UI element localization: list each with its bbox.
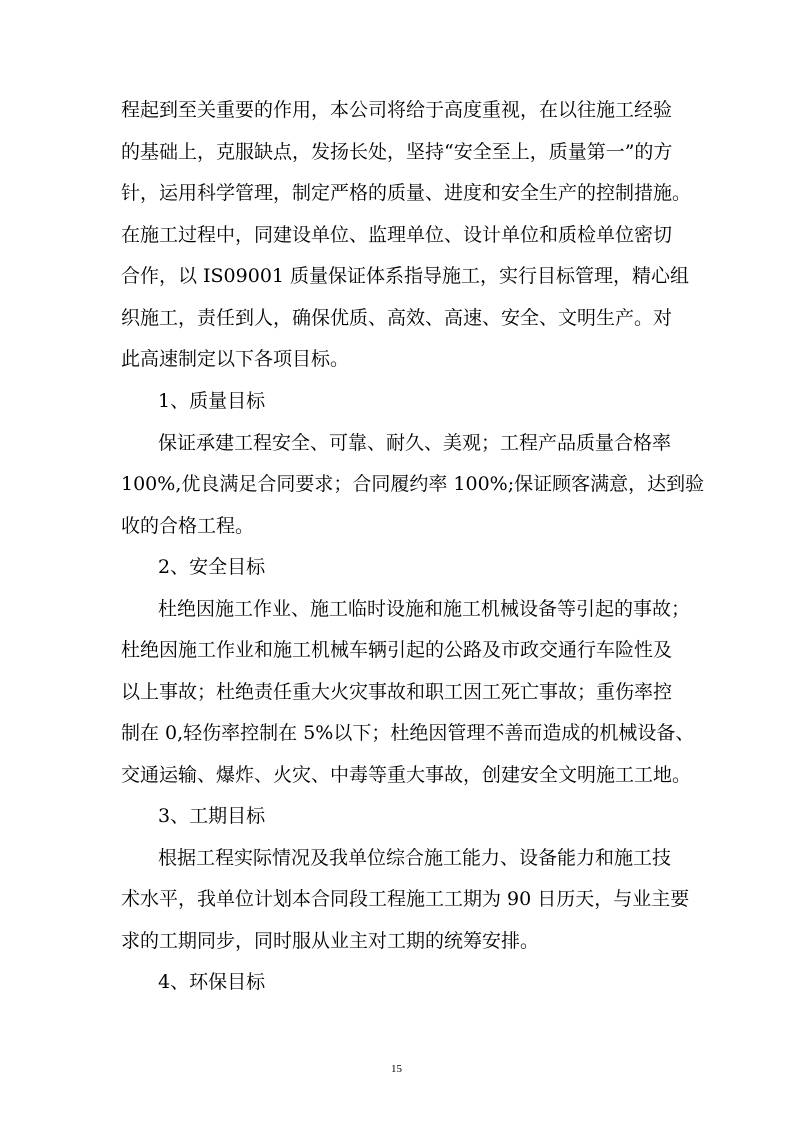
text-line: 求的工期同步，同时服从业主对工期的统筹安排。 (121, 930, 540, 952)
text-line: 根据工程实际情况及我单位综合施工能力、设备能力和施工技 (158, 847, 672, 869)
page-number: 15 (391, 1063, 402, 1075)
text-line: 的基础上，克服缺点，发扬长处，坚持“安全至上，质量第一”的方 (121, 141, 673, 163)
text-line: 术水平，我单位计划本合同段工程施工工期为 90 日历天，与业主要 (121, 888, 690, 910)
text-line: 杜绝因施工作业和施工机械车辆引起的公路及市政交通行车险性及 (121, 639, 673, 661)
section-heading-safety: 2、安全目标 (158, 556, 266, 578)
text-line: 程起到至关重要的作用，本公司将给于高度重视，在以往施工经验 (121, 99, 673, 121)
section-heading-schedule: 3、工期目标 (158, 805, 266, 827)
section-heading-quality: 1、质量目标 (158, 390, 266, 412)
text-line: 保证承建工程安全、可靠、耐久、美观；工程产品质量合格率 (158, 432, 672, 454)
text-line: 100%,优良满足合同要求；合同履约率 100%;保证顾客满意，达到验 (121, 473, 705, 495)
text-line: 以上事故；杜绝责任重大火灾事故和职工因工死亡事故；重伤率控 (121, 681, 673, 703)
text-line: 在施工过程中，同建设单位、监理单位、设计单位和质检单位密切 (121, 224, 673, 246)
text-line: 织施工，责任到人，确保优质、高效、高速、安全、文明生产。对 (121, 307, 673, 329)
text-line: 杜绝因施工作业、施工临时设施和施工机械设备等引起的事故； (158, 598, 691, 620)
text-line: 交通运输、爆炸、火灾、中毒等重大事故，创建安全文明施工工地。 (121, 764, 692, 786)
text-line: 制在 0,轻伤率控制在 5%以下；杜绝因管理不善而造成的机械设备、 (121, 722, 695, 744)
text-line: 针，运用科学管理，制定严格的质量、进度和安全生产的控制措施。 (121, 182, 692, 204)
section-heading-environment: 4、环保目标 (158, 971, 266, 993)
text-line: 收的合格工程。 (121, 515, 255, 537)
text-line: 合作，以 IS09001 质量保证体系指导施工，实行目标管理，精心组 (121, 265, 690, 287)
text-line: 此高速制定以下各项目标。 (121, 348, 350, 370)
